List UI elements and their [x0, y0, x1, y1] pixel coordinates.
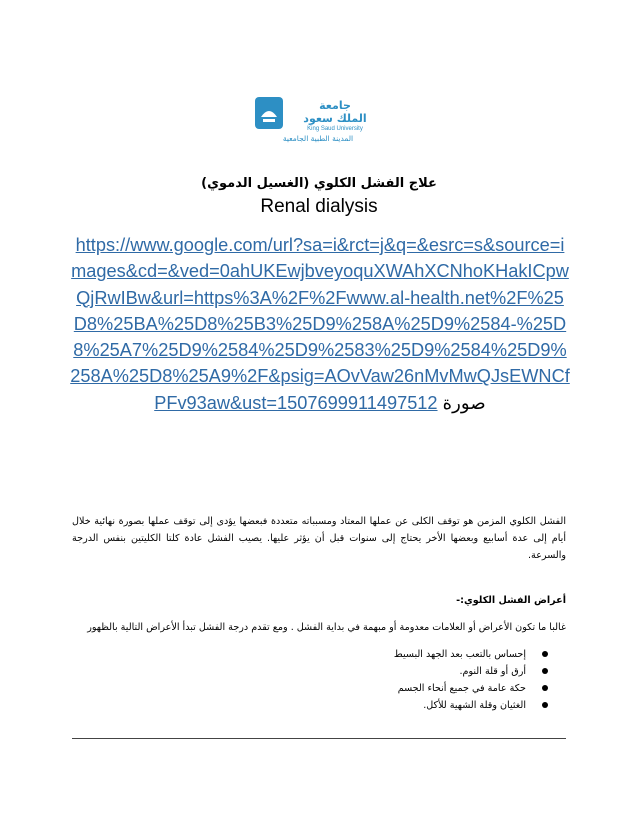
list-item — [394, 663, 548, 680]
bullet-icon — [542, 685, 548, 691]
logo-text-line2: الملك سعود — [303, 112, 367, 125]
symptom-text: إحساس بالتعب بعد الجهد البسيط — [393, 649, 526, 660]
bullet-icon — [542, 668, 548, 674]
image-label: صورة — [442, 392, 486, 413]
source-url-link[interactable]: https://www.google.com/url?sa=i&rct=j&q=&esrc=s&source=images&cd=&ved=0ahUKEwjbveyoquXWAhXCNhoKHakICpwQjRwIBw&url=https%3A%2F%2Fwww.al-health.net%2F%25D8%25BA%25D8%25B3%25D9%258A%25D9%2584-%25D8%25A7%25D9%2584%25D9%2583%25D9%2584%25D9%258A%25D8%25A9%2F&psig=AOvVaw26nMvMwQJsEWNCfPFv93aw&ust=1507699911497512 — [70, 235, 570, 413]
bullet-icon — [542, 702, 548, 708]
source-url-block — [70, 232, 570, 416]
symptoms-list — [394, 646, 548, 714]
logo-text-sub: المدينة الطبية الجامعية — [282, 134, 354, 143]
list-item — [394, 680, 548, 697]
list-item — [394, 646, 548, 663]
list-item — [394, 697, 548, 714]
bullet-icon — [542, 651, 548, 657]
logo-text-line1: جامعة — [319, 99, 351, 112]
title-arabic: علاج الفشل الكلوي (الغسيل الدموي) — [201, 176, 437, 191]
symptoms-intro: غالبا ما تكون الأعراض أو العلامات معدومة أو مبهمة في بداية الفشل . ومع تقدم درجة الفشل تبدأ الأعراض التالية بالظهور — [87, 622, 566, 633]
symptom-text: حكة عامة في جميع أنحاء الجسم — [397, 683, 526, 694]
symptom-text: الغثيان وقلة الشهية للأكل. — [423, 700, 526, 711]
symptom-text: أرق أو قلة النوم. — [459, 666, 526, 677]
divider-line — [72, 738, 566, 739]
title-english: Renal dialysis — [260, 196, 378, 217]
source-url-suffix — [438, 393, 486, 413]
university-logo — [255, 95, 381, 143]
logo-text-english: King Saud University — [307, 126, 363, 132]
intro-paragraph: الفشل الكلوي المزمن هو توقف الكلى عن عملها المعتاد ومسبباته متعددة فبعضها يؤدى إلى توقف عملها بصورة نهائية خلال أيام إلى عدة أسابيع وبعضها الأخر يحتاج إلى سنوات قبل أن يؤثر عليها. يصيب الفشل عادة كلتا الكليتين بنفس الدرجة والسرعة. — [72, 516, 566, 561]
symptoms-heading: أعراض الفشل الكلوي:- — [456, 595, 566, 606]
logo-graphic — [255, 95, 381, 143]
